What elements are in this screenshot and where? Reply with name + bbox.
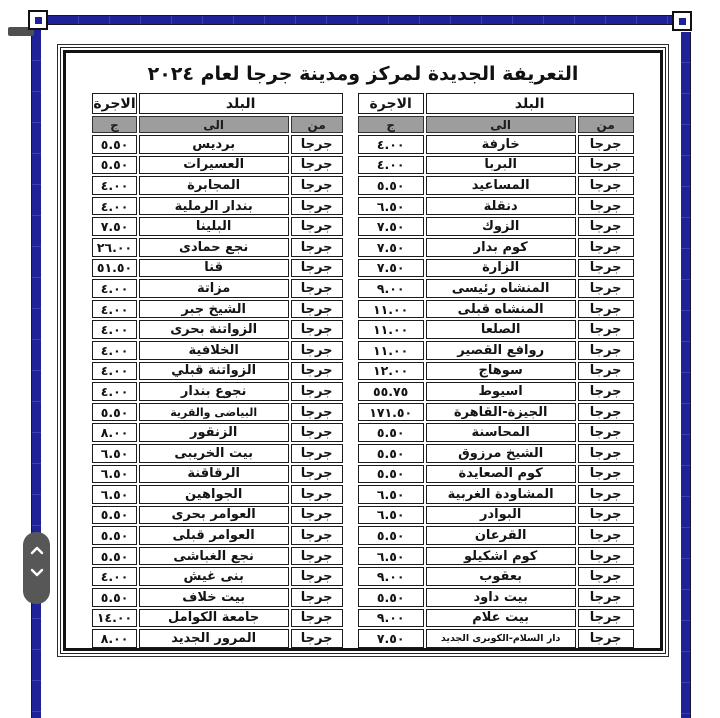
table-row bbox=[92, 300, 342, 319]
cell-fare: ٥.٥٠ bbox=[358, 423, 424, 442]
cell-to: بندار الرملية bbox=[139, 197, 289, 216]
table-row bbox=[92, 609, 342, 628]
cell-fare: ١١.٠٠ bbox=[358, 341, 424, 360]
cell-to: روافع القصير bbox=[426, 341, 576, 360]
cell-fare: ٦.٥٠ bbox=[358, 547, 424, 566]
cell-fare: ٧.٥٠ bbox=[358, 259, 424, 278]
cell-fare: ١٧١.٥٠ bbox=[358, 403, 424, 422]
table-subheader-row bbox=[92, 116, 342, 133]
table-row bbox=[358, 362, 634, 381]
cell-from: جرجا bbox=[578, 320, 634, 339]
table-row bbox=[358, 320, 634, 339]
cell-fare: ٨.٠٠ bbox=[92, 423, 136, 442]
table-row bbox=[92, 588, 342, 607]
cell-from: جرجا bbox=[578, 567, 634, 586]
cell-to: الجواهين bbox=[139, 485, 289, 504]
table-subheader-row bbox=[358, 116, 634, 133]
cell-from: جرجا bbox=[578, 259, 634, 278]
cell-from: جرجا bbox=[578, 547, 634, 566]
cell-to: كوم اشكيلو bbox=[426, 547, 576, 566]
cell-to: الزارة bbox=[426, 259, 576, 278]
cell-from: جرجا bbox=[291, 423, 343, 442]
cell-fare: ٥١.٥٠ bbox=[92, 259, 136, 278]
table-row bbox=[92, 362, 342, 381]
page-frame-left bbox=[31, 30, 41, 718]
scroll-control bbox=[23, 532, 50, 604]
table-row bbox=[358, 341, 634, 360]
page-frame-top bbox=[48, 15, 672, 25]
cell-fare: ٥.٥٠ bbox=[92, 588, 136, 607]
table-row bbox=[92, 629, 342, 648]
cell-fare: ٧.٥٠ bbox=[358, 238, 424, 257]
subheader-currency: ج bbox=[92, 116, 136, 133]
cell-to: دار السلام-الكوبرى الجديد bbox=[426, 629, 576, 648]
table-row bbox=[358, 588, 634, 607]
table-row bbox=[92, 506, 342, 525]
table-row bbox=[92, 341, 342, 360]
cell-from: جرجا bbox=[291, 341, 343, 360]
cell-from: جرجا bbox=[291, 279, 343, 298]
cell-from: جرجا bbox=[578, 526, 634, 545]
cell-from: جرجا bbox=[291, 156, 343, 175]
cell-to: المساعيد bbox=[426, 176, 576, 195]
cell-to: المنشاه قبلى bbox=[426, 300, 576, 319]
cell-to: اسيوط bbox=[426, 382, 576, 401]
cell-from: جرجا bbox=[291, 238, 343, 257]
table-row bbox=[358, 629, 634, 648]
cell-to: بيت الخريبى bbox=[139, 444, 289, 463]
scroll-up-button[interactable] bbox=[28, 544, 46, 556]
cell-to: الرقاقنة bbox=[139, 465, 289, 484]
cell-fare: ١٤.٠٠ bbox=[92, 609, 136, 628]
cell-from: جرجا bbox=[578, 382, 634, 401]
page-frame-right bbox=[681, 32, 691, 718]
cell-fare: ٤.٠٠ bbox=[92, 320, 136, 339]
cell-to: جامعة الكوامل bbox=[139, 609, 289, 628]
cell-to: الجيزة-القاهرة bbox=[426, 403, 576, 422]
cell-from: جرجا bbox=[291, 217, 343, 236]
cell-to: قنا bbox=[139, 259, 289, 278]
table-row bbox=[92, 382, 342, 401]
cell-to: البلينا bbox=[139, 217, 289, 236]
cell-fare: ٥.٥٠ bbox=[92, 135, 136, 154]
header-fare: الاجرة bbox=[92, 93, 136, 114]
frame-corner-left bbox=[28, 10, 48, 30]
subheader-to: الى bbox=[139, 116, 289, 133]
cell-to: الزواتنة بحرى bbox=[139, 320, 289, 339]
cell-fare: ٥٥.٧٥ bbox=[358, 382, 424, 401]
cell-to: بيت علام bbox=[426, 609, 576, 628]
cell-fare: ٥.٥٠ bbox=[92, 403, 136, 422]
cell-fare: ١١.٠٠ bbox=[358, 300, 424, 319]
cell-fare: ٥.٥٠ bbox=[92, 156, 136, 175]
table-row bbox=[358, 485, 634, 504]
cell-to: المنشاه رئيسى bbox=[426, 279, 576, 298]
cell-fare: ١٢.٠٠ bbox=[358, 362, 424, 381]
cell-fare: ٥.٥٠ bbox=[92, 526, 136, 545]
cell-to: الزنقور bbox=[139, 423, 289, 442]
cell-fare: ٤.٠٠ bbox=[358, 156, 424, 175]
table-row bbox=[92, 217, 342, 236]
table-row bbox=[358, 217, 634, 236]
cell-to: العوامر قبلى bbox=[139, 526, 289, 545]
cell-to: الشيخ جبر bbox=[139, 300, 289, 319]
cell-from: جرجا bbox=[578, 341, 634, 360]
cell-to: سوهاج bbox=[426, 362, 576, 381]
cell-fare: ٥.٥٠ bbox=[92, 506, 136, 525]
cell-fare: ٤.٠٠ bbox=[358, 135, 424, 154]
cell-from: جرجا bbox=[578, 465, 634, 484]
table-row bbox=[358, 135, 634, 154]
cell-fare: ٥.٥٠ bbox=[358, 176, 424, 195]
table-row bbox=[358, 444, 634, 463]
cell-from: جرجا bbox=[578, 156, 634, 175]
cell-from: جرجا bbox=[578, 362, 634, 381]
cell-from: جرجا bbox=[291, 588, 343, 607]
table-row bbox=[92, 423, 342, 442]
table-row bbox=[92, 465, 342, 484]
cell-to: المرور الجديد bbox=[139, 629, 289, 648]
cell-from: جرجا bbox=[291, 320, 343, 339]
table-header-row bbox=[92, 93, 342, 114]
table-row bbox=[92, 135, 342, 154]
cell-to: بنى غيش bbox=[139, 567, 289, 586]
cell-from: جرجا bbox=[578, 197, 634, 216]
cell-from: جرجا bbox=[291, 485, 343, 504]
cell-fare: ٧.٥٠ bbox=[358, 629, 424, 648]
cell-to: بعقوب bbox=[426, 567, 576, 586]
cell-fare: ٦.٥٠ bbox=[358, 197, 424, 216]
cell-fare: ٤.٠٠ bbox=[92, 382, 136, 401]
cell-from: جرجا bbox=[578, 423, 634, 442]
cell-fare: ٥.٥٠ bbox=[92, 547, 136, 566]
cell-from: جرجا bbox=[291, 197, 343, 216]
document-title: التعريفة الجديدة لمركز ومدينة جرجا لعام ٢٠٢٤ bbox=[147, 63, 579, 85]
table-row bbox=[358, 567, 634, 586]
cell-fare: ٤.٠٠ bbox=[92, 300, 136, 319]
cell-fare: ٥.٥٠ bbox=[358, 465, 424, 484]
cell-from: جرجا bbox=[578, 238, 634, 257]
cell-from: جرجا bbox=[578, 176, 634, 195]
cell-to: القرعان bbox=[426, 526, 576, 545]
cell-to: الزوك bbox=[426, 217, 576, 236]
table-row bbox=[92, 238, 342, 257]
cell-from: جرجا bbox=[578, 217, 634, 236]
table-row bbox=[92, 197, 342, 216]
table-row bbox=[358, 156, 634, 175]
cell-to: بيت داود bbox=[426, 588, 576, 607]
table-row bbox=[92, 526, 342, 545]
cell-to: البياضى والقرية bbox=[139, 403, 289, 422]
cell-to: خارفة bbox=[426, 135, 576, 154]
table-row bbox=[358, 300, 634, 319]
table-row bbox=[358, 238, 634, 257]
table-row bbox=[92, 259, 342, 278]
cell-from: جرجا bbox=[578, 279, 634, 298]
cell-to: كوم بدار bbox=[426, 238, 576, 257]
cell-from: جرجا bbox=[291, 259, 343, 278]
cell-to: الصلعا bbox=[426, 320, 576, 339]
cell-fare: ٨.٠٠ bbox=[92, 629, 136, 648]
cell-to: نجع حمادى bbox=[139, 238, 289, 257]
cell-to: المحاسنة bbox=[426, 423, 576, 442]
header-place: البلد bbox=[426, 93, 634, 114]
cell-to: الزواتنة قبلي bbox=[139, 362, 289, 381]
cell-fare: ٦.٥٠ bbox=[358, 485, 424, 504]
cell-to: نجوع بندار bbox=[139, 382, 289, 401]
cell-to: الشيخ مرزوق bbox=[426, 444, 576, 463]
table-row bbox=[92, 567, 342, 586]
cell-fare: ٦.٥٠ bbox=[92, 465, 136, 484]
cell-to: كوم الصعايدة bbox=[426, 465, 576, 484]
cell-to: دنقلة bbox=[426, 197, 576, 216]
cell-from: جرجا bbox=[578, 506, 634, 525]
cell-from: جرجا bbox=[291, 444, 343, 463]
cell-fare: ٦.٥٠ bbox=[92, 444, 136, 463]
cell-fare: ٢٦.٠٠ bbox=[92, 238, 136, 257]
cell-from: جرجا bbox=[578, 609, 634, 628]
cell-from: جرجا bbox=[291, 382, 343, 401]
cell-to: البوادر bbox=[426, 506, 576, 525]
cell-to: العسيرات bbox=[139, 156, 289, 175]
cell-to: العوامر بحرى bbox=[139, 506, 289, 525]
frame-corner-right bbox=[672, 11, 692, 31]
table-row bbox=[92, 403, 342, 422]
subheader-from: من bbox=[578, 116, 634, 133]
cell-fare: ٦.٥٠ bbox=[92, 485, 136, 504]
cell-from: جرجا bbox=[291, 506, 343, 525]
subheader-from: من bbox=[291, 116, 343, 133]
table-row bbox=[92, 156, 342, 175]
cell-from: جرجا bbox=[578, 444, 634, 463]
subheader-currency: ج bbox=[358, 116, 424, 133]
cell-to: الخلافية bbox=[139, 341, 289, 360]
cell-fare: ٦.٥٠ bbox=[358, 506, 424, 525]
cell-from: جرجا bbox=[291, 176, 343, 195]
cell-fare: ٧.٥٠ bbox=[92, 217, 136, 236]
cell-from: جرجا bbox=[291, 403, 343, 422]
fare-table-left bbox=[90, 91, 344, 650]
cell-fare: ٤.٠٠ bbox=[92, 176, 136, 195]
cell-from: جرجا bbox=[291, 609, 343, 628]
table-row bbox=[92, 176, 342, 195]
cell-fare: ٤.٠٠ bbox=[92, 362, 136, 381]
cell-from: جرجا bbox=[578, 403, 634, 422]
table-row bbox=[358, 609, 634, 628]
table-row bbox=[358, 506, 634, 525]
cell-to: نجع الغباشى bbox=[139, 547, 289, 566]
cell-from: جرجا bbox=[291, 300, 343, 319]
table-row bbox=[358, 176, 634, 195]
fare-table-right-body bbox=[358, 135, 634, 648]
cell-to: برديس bbox=[139, 135, 289, 154]
document-page bbox=[63, 50, 663, 651]
cell-fare: ٧.٥٠ bbox=[358, 217, 424, 236]
table-row bbox=[358, 547, 634, 566]
cell-from: جرجا bbox=[578, 588, 634, 607]
cell-from: جرجا bbox=[578, 135, 634, 154]
table-row bbox=[358, 423, 634, 442]
chevron-down-icon bbox=[30, 568, 44, 577]
table-row bbox=[92, 279, 342, 298]
table-row bbox=[358, 382, 634, 401]
table-row bbox=[92, 485, 342, 504]
document-border-inner bbox=[60, 47, 666, 654]
document-border bbox=[57, 44, 669, 657]
cell-from: جرجا bbox=[291, 567, 343, 586]
fare-tables bbox=[66, 91, 660, 650]
cell-from: جرجا bbox=[578, 300, 634, 319]
cell-from: جرجا bbox=[291, 547, 343, 566]
table-row bbox=[358, 526, 634, 545]
table-row bbox=[92, 444, 342, 463]
table-row bbox=[358, 403, 634, 422]
cell-fare: ٤.٠٠ bbox=[92, 197, 136, 216]
fare-table-left-body bbox=[92, 135, 342, 648]
cell-from: جرجا bbox=[291, 362, 343, 381]
cell-from: جرجا bbox=[291, 135, 343, 154]
table-header-row bbox=[358, 93, 634, 114]
cell-to: مزاتة bbox=[139, 279, 289, 298]
cell-to: بيت خلاف bbox=[139, 588, 289, 607]
subheader-to: الى bbox=[426, 116, 576, 133]
cell-to: البربا bbox=[426, 156, 576, 175]
cell-from: جرجا bbox=[578, 485, 634, 504]
cell-fare: ٥.٥٠ bbox=[358, 444, 424, 463]
table-row bbox=[92, 320, 342, 339]
header-place: البلد bbox=[139, 93, 343, 114]
cell-from: جرجا bbox=[578, 629, 634, 648]
header-fare: الاجرة bbox=[358, 93, 424, 114]
table-row bbox=[358, 259, 634, 278]
table-row bbox=[358, 465, 634, 484]
cell-fare: ٩.٠٠ bbox=[358, 609, 424, 628]
chevron-up-icon bbox=[30, 546, 44, 555]
cell-fare: ٩.٠٠ bbox=[358, 567, 424, 586]
cell-from: جرجا bbox=[291, 465, 343, 484]
cell-from: جرجا bbox=[291, 526, 343, 545]
cell-fare: ٤.٠٠ bbox=[92, 279, 136, 298]
cell-fare: ٥.٥٠ bbox=[358, 588, 424, 607]
table-row bbox=[92, 547, 342, 566]
cell-fare: ٥.٥٠ bbox=[358, 526, 424, 545]
cell-fare: ٤.٠٠ bbox=[92, 341, 136, 360]
scroll-down-button[interactable] bbox=[28, 566, 46, 578]
table-row bbox=[358, 279, 634, 298]
cell-fare: ٤.٠٠ bbox=[92, 567, 136, 586]
fare-table-right bbox=[356, 91, 636, 650]
cell-to: المجابرة bbox=[139, 176, 289, 195]
cell-fare: ١١.٠٠ bbox=[358, 320, 424, 339]
table-row bbox=[358, 197, 634, 216]
cell-to: المشاودة الغربية bbox=[426, 485, 576, 504]
cell-fare: ٩.٠٠ bbox=[358, 279, 424, 298]
cell-from: جرجا bbox=[291, 629, 343, 648]
